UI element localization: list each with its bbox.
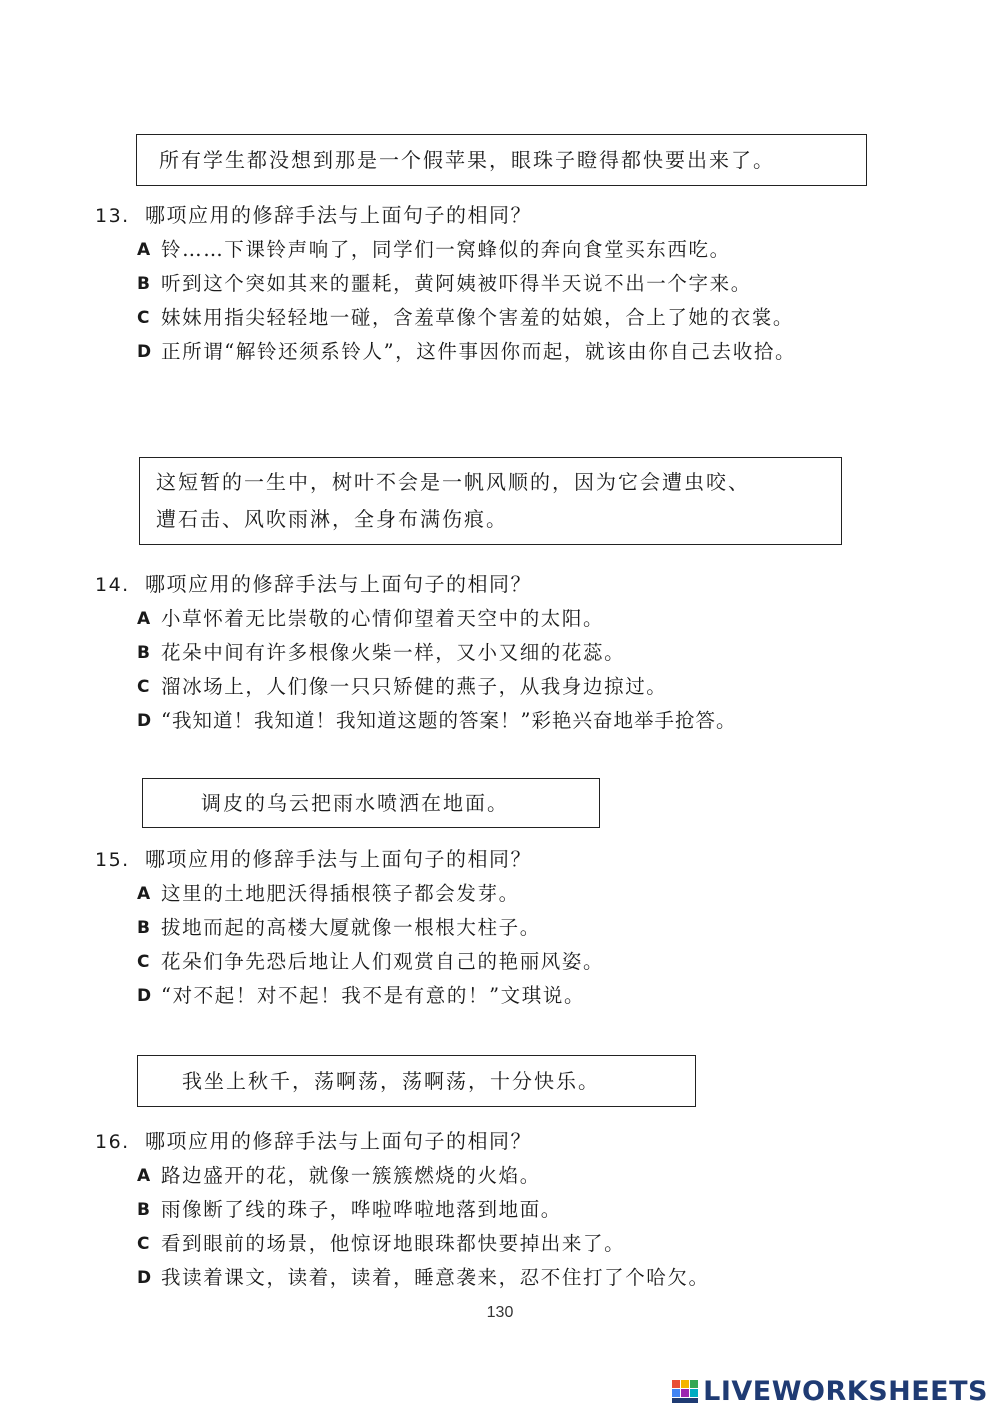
option-d[interactable]: D 正所谓“解铃还须系铃人”，这件事因你而起，就该由你自己去收拾。	[137, 340, 797, 363]
option-c[interactable]: C 花朵们争先恐后地让人们观赏自己的艳丽风姿。	[137, 950, 605, 973]
question-13	[95, 198, 895, 369]
brand-name: LIVEWORKSHEETS	[703, 1375, 988, 1407]
question-prompt: 14. 哪项应用的修辞手法与上面句子的相同？	[95, 567, 895, 602]
liveworksheets-brand[interactable]	[671, 1374, 988, 1408]
box-text: 我坐上秋千，荡啊荡，荡啊荡，十分快乐。	[182, 1069, 600, 1093]
sentence-box-3	[142, 778, 600, 828]
sentence-box-1	[136, 134, 867, 186]
question-number: 13.	[95, 205, 130, 227]
option-b[interactable]: B 听到这个突如其来的噩耗，黄阿姨被吓得半天说不出一个字来。	[137, 272, 752, 295]
option-b[interactable]: B 雨像断了线的珠子，哗啦哗啦地落到地面。	[137, 1198, 562, 1221]
box-text: 所有学生都没想到那是一个假苹果，眼珠子瞪得都快要出来了。	[159, 148, 775, 172]
option-a[interactable]: A 路边盛开的花，就像一簇簇燃烧的火焰。	[137, 1164, 541, 1187]
option-d[interactable]: D “我知道！我知道！我知道这题的答案！”彩艳兴奋地举手抢答。	[137, 709, 737, 732]
option-d[interactable]: D “对不起！对不起！我不是有意的！”文琪说。	[137, 984, 586, 1007]
option-a[interactable]: A 小草怀着无比崇敬的心情仰望着天空中的太阳。	[137, 607, 605, 630]
box-text-line-1: 这短暂的一生中，树叶不会是一帆风顺的，因为它会遭虫咬、	[156, 470, 750, 494]
option-c[interactable]: C 看到眼前的场景，他惊讶地眼珠都快要掉出来了。	[137, 1232, 626, 1255]
question-number: 16.	[95, 1131, 130, 1153]
liveworksheets-logo-icon	[671, 1377, 699, 1405]
option-a[interactable]: A 铃……下课铃声响了，同学们一窝蜂似的奔向食堂买东西吃。	[137, 238, 731, 261]
option-b[interactable]: B 花朵中间有许多根像火柴一样，又小又细的花蕊。	[137, 641, 626, 664]
option-a[interactable]: A 这里的土地肥沃得插根筷子都会发芽。	[137, 882, 520, 905]
box-text-line-2: 遭石击、风吹雨淋，全身布满伤痕。	[156, 507, 508, 531]
option-b[interactable]: B 拔地而起的高楼大厦就像一根根大柱子。	[137, 916, 541, 939]
sentence-box-2	[139, 457, 842, 545]
question-16	[95, 1124, 895, 1295]
question-prompt: 13. 哪项应用的修辞手法与上面句子的相同？	[95, 198, 895, 233]
box-text: 调皮的乌云把雨水喷洒在地面。	[201, 791, 509, 815]
option-c[interactable]: C 妹妹用指尖轻轻地一碰，含羞草像个害羞的姑娘，合上了她的衣裳。	[137, 306, 795, 329]
question-15	[95, 842, 895, 1013]
option-d[interactable]: D 我读着课文，读着，读着，睡意袭来，忍不住打了个哈欠。	[137, 1266, 710, 1289]
page-number: 130	[486, 1304, 514, 1321]
question-prompt: 16. 哪项应用的修辞手法与上面句子的相同？	[95, 1124, 895, 1159]
option-c[interactable]: C 溜冰场上，人们像一只只矫健的燕子，从我身边掠过。	[137, 675, 668, 698]
sentence-box-4	[137, 1055, 696, 1107]
question-prompt: 15. 哪项应用的修辞手法与上面句子的相同？	[95, 842, 895, 877]
question-14	[95, 567, 895, 738]
question-number: 15.	[95, 849, 130, 871]
question-number: 14.	[95, 574, 130, 596]
